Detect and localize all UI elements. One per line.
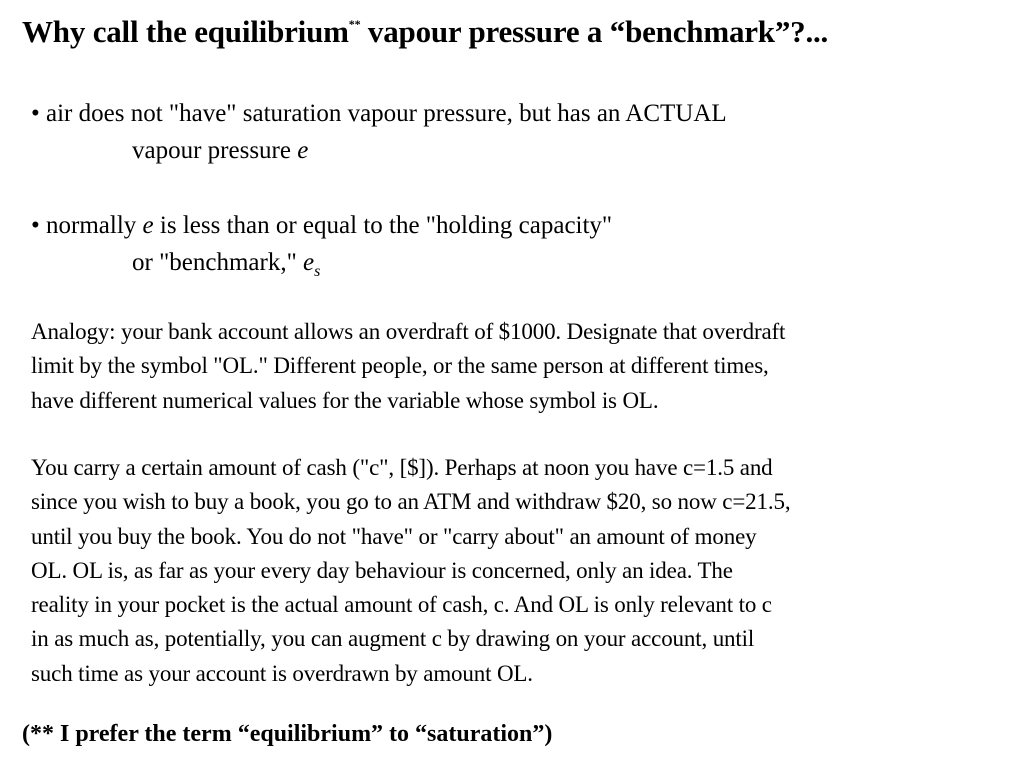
footnote: (** I prefer the term “equilibrium” to “saturation”)	[22, 721, 553, 747]
bullet-1-line-1: air does not "have" saturation vapour pressure, but has an ACTUAL	[46, 100, 727, 127]
paragraph-line: until you buy the book. You do not "have" or "carry about" an amount of money	[31, 523, 757, 549]
bullet-holding-capacity	[31, 207, 612, 290]
paragraph-line: such time as your account is overdrawn by amount OL.	[31, 660, 533, 686]
bullet-2-text-b: is less than or equal to the "holding capacity"	[153, 212, 613, 239]
title-footnote-marker: **	[348, 17, 361, 31]
symbol-e: e	[142, 212, 154, 239]
title-text-before: Why call the equilibrium	[22, 14, 349, 49]
title-text-after: vapour pressure a “benchmark”?...	[360, 14, 829, 49]
paragraph-line: in as much as, potentially, you can augment c by drawing on your account, until	[31, 626, 755, 652]
bullet-2-line-2	[31, 244, 612, 290]
paragraph-line: reality in your pocket is the actual amount of cash, c. And OL is only relevant to c	[31, 592, 772, 618]
bullet-2-line-2-text: or "benchmark,"	[132, 249, 304, 276]
paragraph-line: since you wish to buy a book, you go to an ATM and withdraw $20, so now c=21.5,	[31, 489, 791, 515]
symbol-e: e	[297, 137, 309, 164]
paragraph-line: OL. OL is, as far as your every day behaviour is concerned, only an idea. The	[31, 557, 733, 583]
bullet-1-line-2-text: vapour pressure	[132, 137, 298, 164]
bullet-1-line-2	[31, 132, 727, 169]
bullet-marker: •	[31, 100, 47, 127]
paragraph-line: have different numerical values for the variable whose symbol is OL.	[31, 387, 659, 413]
analogy-paragraph	[31, 315, 785, 418]
paragraph-line: You carry a certain amount of cash ("c", [$]). Perhaps at noon you have c=1.5 and	[31, 455, 773, 480]
slide-title	[22, 14, 828, 50]
bullet-2-text-a: normally	[46, 212, 143, 239]
paragraph-line: Analogy: your bank account allows an overdraft of $1000. Designate that overdraft	[31, 319, 786, 344]
paragraph-line: limit by the symbol "OL." Different people, or the same person at different times,	[31, 353, 769, 379]
symbol-es: e	[303, 249, 315, 276]
bullet-marker: •	[31, 212, 47, 239]
cash-paragraph	[31, 451, 790, 691]
bullet-actual-vapour-pressure	[31, 95, 727, 169]
symbol-es-subscript: s	[314, 263, 321, 280]
